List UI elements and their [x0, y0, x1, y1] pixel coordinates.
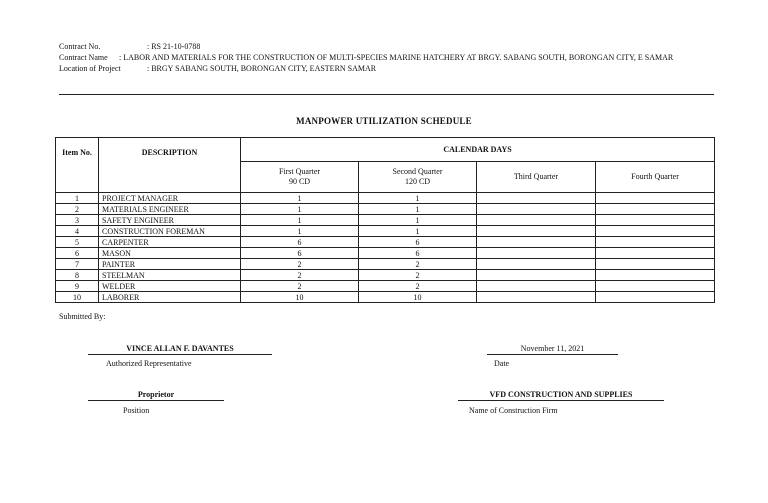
description-cell: MASON — [99, 248, 241, 259]
date-value: November 11, 2021 — [487, 344, 618, 355]
firm-name-value: VFD CONSTRUCTION AND SUPPLIES — [458, 390, 664, 401]
contract-name-line — [59, 52, 673, 63]
second-quarter-cell: 1 — [359, 226, 477, 237]
quarter-name: Fourth Quarter — [631, 172, 679, 181]
third-quarter-cell — [477, 237, 596, 248]
third-quarter-cell — [477, 204, 596, 215]
third-quarter-cell — [477, 226, 596, 237]
table-row — [56, 226, 715, 237]
quarter-name: Second Quarter — [392, 167, 443, 176]
second-quarter-cell: 1 — [359, 193, 477, 204]
position-caption: Position — [123, 406, 150, 415]
contract-no-value: : RS 21-10-0788 — [147, 42, 201, 51]
third-quarter-cell — [477, 259, 596, 270]
description-cell: WELDER — [99, 281, 241, 292]
first-quarter-cell: 6 — [241, 237, 359, 248]
fourth-quarter-cell — [596, 215, 715, 226]
location-value: : BRGY SABANG SOUTH, BORONGAN CITY, EASTERN SAMAR — [147, 64, 377, 73]
table-row — [56, 259, 715, 270]
first-quarter-cell: 1 — [241, 226, 359, 237]
first-quarter-cell: 1 — [241, 193, 359, 204]
description-cell: LABORER — [99, 292, 241, 303]
table-row — [56, 237, 715, 248]
firm-name-caption: Name of Construction Firm — [469, 406, 558, 415]
header-divider — [59, 94, 714, 95]
item-number-cell: 5 — [56, 237, 99, 248]
description-cell: STEELMAN — [99, 270, 241, 281]
description-cell: CARPENTER — [99, 237, 241, 248]
location-label: Location of Project — [59, 64, 121, 73]
date-caption: Date — [494, 359, 510, 368]
description-cell: SAFETY ENGINEER — [99, 215, 241, 226]
item-number-cell: 6 — [56, 248, 99, 259]
col-header-quarter — [596, 162, 715, 193]
col-header-calendar-days: CALENDAR DAYS — [241, 138, 715, 162]
table-row — [56, 193, 715, 204]
item-number-cell: 2 — [56, 204, 99, 215]
first-quarter-cell: 10 — [241, 292, 359, 303]
fourth-quarter-cell — [596, 281, 715, 292]
fourth-quarter-cell — [596, 237, 715, 248]
third-quarter-cell — [477, 292, 596, 303]
fourth-quarter-cell — [596, 193, 715, 204]
second-quarter-cell: 2 — [359, 281, 477, 292]
fourth-quarter-cell — [596, 204, 715, 215]
item-number-cell: 4 — [56, 226, 99, 237]
item-number-cell: 9 — [56, 281, 99, 292]
fourth-quarter-cell — [596, 270, 715, 281]
contract-name-label: Contract Name — [59, 53, 108, 62]
second-quarter-cell: 1 — [359, 215, 477, 226]
second-quarter-cell: 6 — [359, 237, 477, 248]
table-row — [56, 281, 715, 292]
second-quarter-cell: 6 — [359, 248, 477, 259]
col-header-item: Item No. — [56, 138, 99, 193]
col-header-quarter — [477, 162, 596, 193]
third-quarter-cell — [477, 281, 596, 292]
contract-no-label: Contract No. — [59, 42, 101, 51]
table-row — [56, 270, 715, 281]
page-title: MANPOWER UTILIZATION SCHEDULE — [296, 116, 472, 126]
second-quarter-cell: 2 — [359, 270, 477, 281]
item-number-cell: 3 — [56, 215, 99, 226]
representative-name: VINCE ALLAN F. DAVANTES — [88, 344, 272, 355]
fourth-quarter-cell — [596, 248, 715, 259]
first-quarter-cell: 2 — [241, 259, 359, 270]
second-quarter-cell: 10 — [359, 292, 477, 303]
first-quarter-cell: 1 — [241, 215, 359, 226]
third-quarter-cell — [477, 215, 596, 226]
first-quarter-cell: 6 — [241, 248, 359, 259]
quarter-days: 90 CD — [288, 177, 311, 186]
fourth-quarter-cell — [596, 259, 715, 270]
item-number-cell: 7 — [56, 259, 99, 270]
quarter-name: Third Quarter — [513, 172, 559, 181]
third-quarter-cell — [477, 248, 596, 259]
quarter-days: 120 CD — [404, 177, 431, 186]
table-row — [56, 204, 715, 215]
representative-caption: Authorized Representative — [106, 359, 192, 368]
contract-no-line — [59, 41, 200, 52]
second-quarter-cell: 2 — [359, 259, 477, 270]
first-quarter-cell: 2 — [241, 270, 359, 281]
quarter-name: First Quarter — [278, 167, 321, 176]
third-quarter-cell — [477, 193, 596, 204]
first-quarter-cell: 1 — [241, 204, 359, 215]
item-number-cell: 1 — [56, 193, 99, 204]
description-cell: PROJECT MANAGER — [99, 193, 241, 204]
col-header-quarter — [359, 162, 477, 193]
description-cell: CONSTRUCTION FOREMAN — [99, 226, 241, 237]
first-quarter-cell: 2 — [241, 281, 359, 292]
table-row — [56, 292, 715, 303]
col-header-description: DESCRIPTION — [99, 138, 241, 193]
item-number-cell: 8 — [56, 270, 99, 281]
description-cell: MATERIALS ENGINEER — [99, 204, 241, 215]
manpower-table — [55, 137, 715, 303]
contract-name-value: : LABOR AND MATERIALS FOR THE CONSTRUCTION OF MULTI-SPECIES MARINE HATCHERY AT BRGY. SABANG SOUTH, BORONGAN CITY, E SAMAR — [119, 53, 674, 62]
fourth-quarter-cell — [596, 292, 715, 303]
submitted-by-label: Submitted By: — [59, 312, 106, 321]
fourth-quarter-cell — [596, 226, 715, 237]
location-line — [59, 63, 376, 74]
second-quarter-cell: 1 — [359, 204, 477, 215]
position-value: Proprietor — [88, 390, 224, 401]
description-cell: PAINTER — [99, 259, 241, 270]
table-row — [56, 215, 715, 226]
table-row — [56, 248, 715, 259]
third-quarter-cell — [477, 270, 596, 281]
item-number-cell: 10 — [56, 292, 99, 303]
col-header-quarter — [241, 162, 359, 193]
